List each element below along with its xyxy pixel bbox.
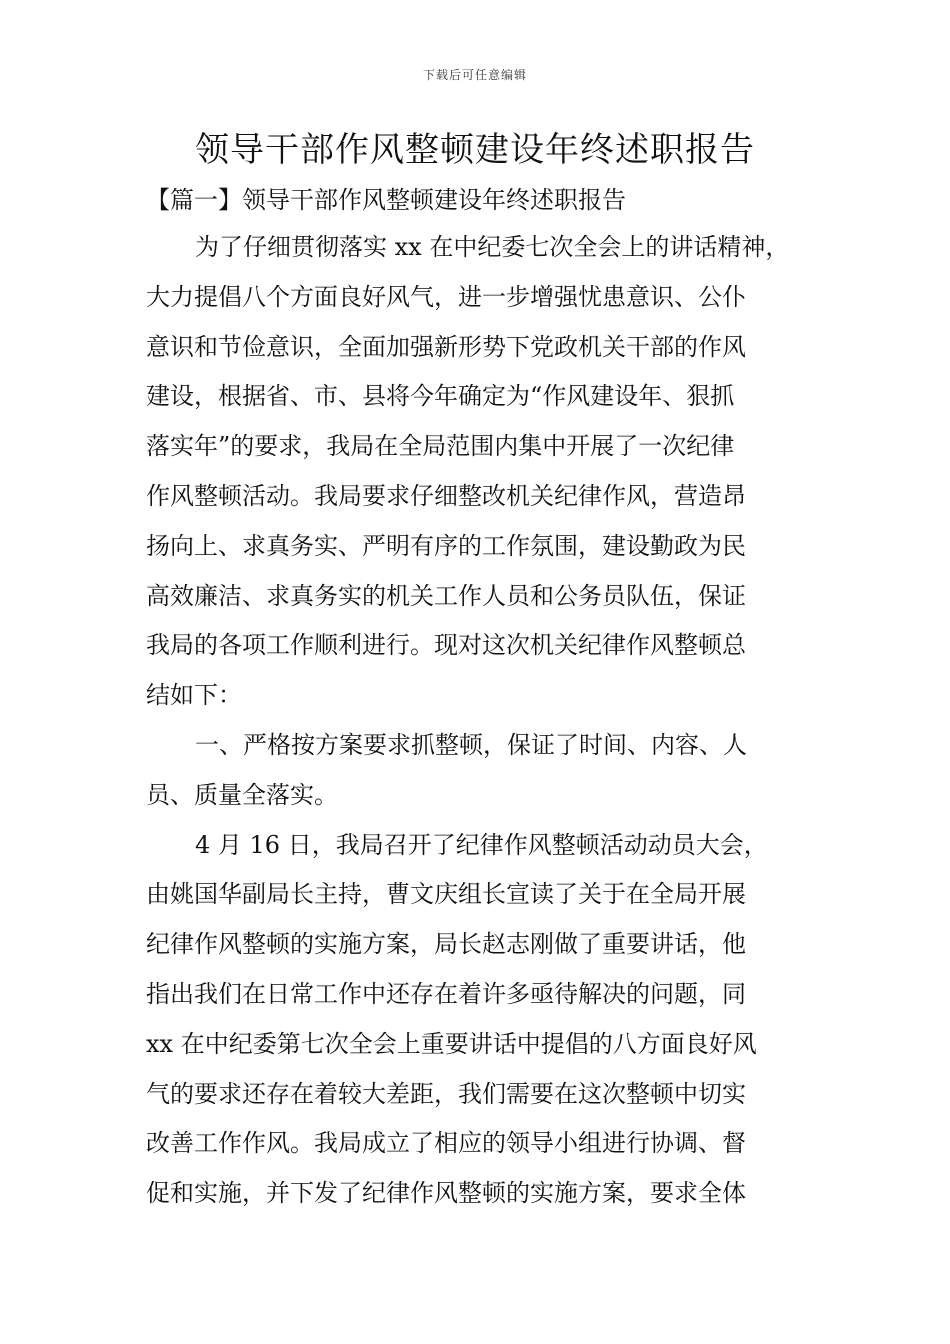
paragraph-line: 我局的各项工作顺利进行。现对这次机关纪律作风整顿总 (146, 631, 746, 660)
paragraph-line: xx 在中纪委第七次全会上重要讲话中提倡的八方面良好风 (146, 1029, 757, 1058)
section-heading: 【篇一】领导干部作风整顿建设年终述职报告 (146, 186, 626, 214)
paragraph-line: 建设，根据省、市、县将今年确定为“作风建设年、狠抓 (146, 382, 735, 411)
paragraph-line: 意识和节俭意识，全面加强新形势下党政机关干部的作风 (146, 332, 746, 361)
paragraph-line: 结如下： (146, 681, 242, 710)
header-note: 下载后可任意编辑 (422, 68, 527, 82)
paragraph-line: 4 月 16 日，我局召开了纪律作风整顿活动动员大会， (195, 830, 768, 859)
paragraph-line: 员、质量全落实。 (146, 780, 338, 809)
document-title: 领导干部作风整顿建设年终述职报告 (195, 130, 755, 170)
paragraph-line: 高效廉洁、求真务实的机关工作人员和公务员队伍，保证 (146, 581, 746, 610)
paragraph-line: 一、严格按方案要求抓整顿，保证了时间、内容、人 (195, 730, 747, 759)
paragraph-line: 落实年”的要求，我局在全局范围内集中开展了一次纪律 (146, 432, 735, 461)
paragraph-line: 由姚国华副局长主持，曹文庆组长宣读了关于在全局开展 (146, 880, 746, 909)
paragraph-line: 为了仔细贯彻落实 xx 在中纪委七次全会上的讲话精神， (195, 233, 790, 261)
paragraph-line: 大力提倡八个方面良好风气，进一步增强忧患意识、公仆 (146, 282, 746, 311)
paragraph-line: 扬向上、求真务实、严明有序的工作氛围，建设勤政为民 (146, 531, 746, 560)
paragraph-line: 作风整顿活动。我局要求仔细整改机关纪律作风，营造昂 (146, 481, 746, 510)
paragraph-line: 气的要求还存在着较大差距，我们需要在这次整顿中切实 (146, 1079, 746, 1108)
body-text (146, 223, 809, 1219)
paragraph-line: 促和实施，并下发了纪律作风整顿的实施方案，要求全体 (146, 1179, 746, 1208)
paragraph-line: 纪律作风整顿的实施方案，局长赵志刚做了重要讲话，他 (146, 930, 746, 959)
paragraph-line: 指出我们在日常工作中还存在着许多亟待解决的问题，同 (146, 979, 746, 1008)
paragraph-line: 改善工作作风。我局成立了相应的领导小组进行协调、督 (146, 1129, 746, 1158)
